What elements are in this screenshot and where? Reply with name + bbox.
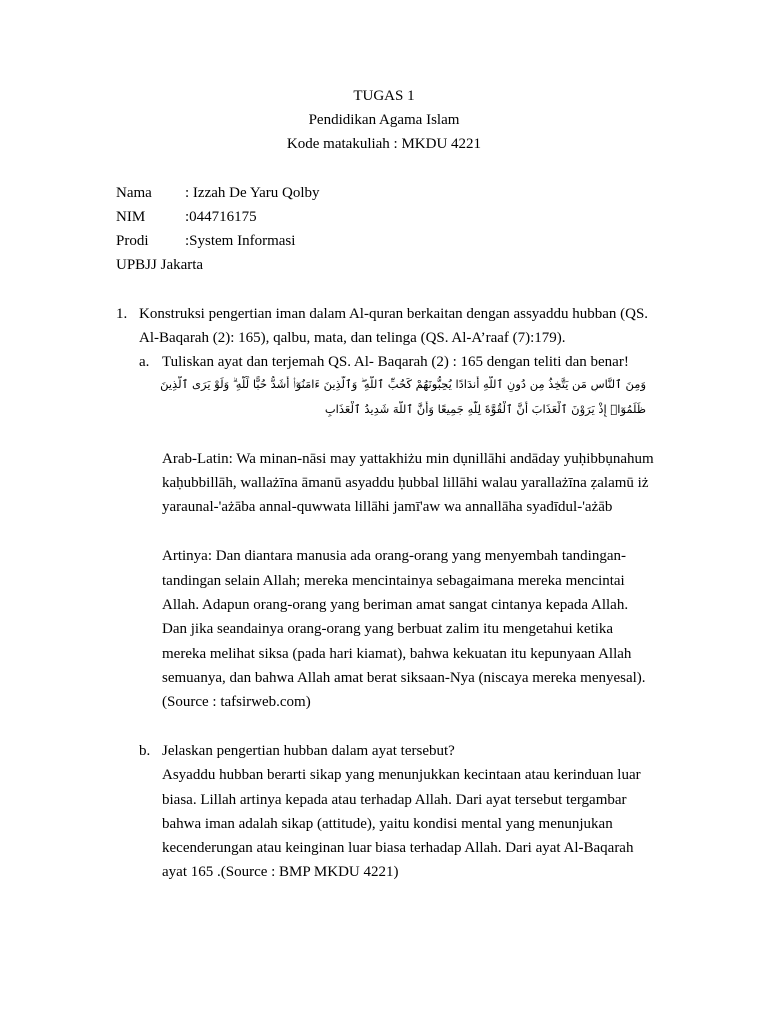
question-text-line: Al-Baqarah (2): 165), qalbu, mata, dan telinga (QS. Al-A’raaf (7):179). bbox=[139, 330, 566, 346]
answer-line: Asyaddu hubban berarti sikap yang menunjukkan kecintaan atau kerinduan luar bbox=[162, 767, 641, 783]
prodi-value: :System Informasi bbox=[185, 233, 296, 249]
arabic-verse-line: وَمِنَ ٱلنَّاسِ مَن يَتَّخِذُ مِن دُونِ ٱللَّهِ أَندَادًا يُحِبُّونَهُمْ كَحُبِّ ٱللَّهِ ۖ وَٱلَّذِينَ ءَامَنُوٓا۟ أَشَدُّ حُبًّا لِّلَّهِ ۗ وَلَوْ يَرَى ٱلَّذِينَ bbox=[160, 377, 646, 391]
part-a-question: Tuliskan ayat dan terjemah QS. Al- Baqarah (2) : 165 dengan teliti dan benar! bbox=[162, 354, 629, 370]
part-b-letter: b. bbox=[139, 743, 151, 759]
arabic-verse-line: ظَلَمُوٓا۟ إِذْ يَرَوْنَ ٱلْعَذَابَ أَنَّ ٱلْقُوَّةَ لِلَّهِ جَمِيعًا وَأَنَّ ٱللَّهَ شَدِيدُ ٱلْعَذَابِ bbox=[324, 402, 646, 416]
translation-line: Dan jika seandainya orang-orang yang berbuat zalim itu mengetahui ketika bbox=[162, 621, 614, 637]
nim-label: NIM bbox=[116, 209, 146, 225]
part-a-letter: a. bbox=[139, 354, 150, 370]
translation-line: Allah. Adapun orang-orang yang beriman amat sangat cintanya kepada Allah. bbox=[162, 597, 629, 613]
part-b-question: Jelaskan pengertian hubban dalam ayat tersebut? bbox=[162, 743, 455, 759]
upbjj-label: UPBJJ Jakarta bbox=[116, 257, 204, 273]
latin-line: kaḥubbillāh, wallażīna āmanū asyaddu ḥubbal lillāhi walau yarallażīna ẓalamū iż bbox=[162, 475, 649, 491]
question-text-line: Konstruksi pengertian iman dalam Al-quran berkaitan dengan assyaddu hubban (QS. bbox=[139, 306, 649, 322]
nama-value: : Izzah De Yaru Qolby bbox=[185, 185, 320, 201]
answer-source-line: ayat 165 .(Source : BMP MKDU 4221) bbox=[162, 864, 399, 880]
prodi-label: Prodi bbox=[116, 233, 149, 249]
source-citation: (Source : tafsirweb.com) bbox=[162, 694, 311, 710]
nim-value: :044716175 bbox=[185, 209, 257, 225]
answer-line: biasa. Lillah artinya kepada atau terhadap Allah. Dari ayat tersebut tergambar bbox=[162, 792, 627, 808]
document-title: TUGAS 1 bbox=[353, 88, 415, 104]
latin-line: yaraunal-'ażāba annal-quwwata lillāhi jamī'aw wa annallāha syadīdul-'ażāb bbox=[162, 499, 613, 515]
course-code: Kode matakuliah : MKDU 4221 bbox=[286, 136, 482, 152]
translation-line: mereka melihat siksa (pada hari kiamat), bahwa kekuatan itu kepunyaan Allah bbox=[162, 646, 632, 662]
answer-line: kecenderungan atau keinginan luar biasa terhadap Allah. Dari ayat Al-Baqarah bbox=[162, 840, 634, 856]
translation-line: tandingan selain Allah; mereka mencintainya sebagaimana mereka mencintai bbox=[162, 573, 625, 589]
translation-line: Artinya: Dan diantara manusia ada orang-orang yang menyembah tandingan- bbox=[162, 548, 626, 564]
subject-title: Pendidikan Agama Islam bbox=[308, 112, 460, 128]
nama-label: Nama bbox=[116, 185, 152, 201]
latin-line: Arab-Latin: Wa minan-nāsi may yattakhiżu min dụnillāhi andāday yuḥibbụnahum bbox=[162, 451, 654, 467]
answer-line: bahwa iman adalah sikap (attitude), yaitu kondisi mental yang menunjukan bbox=[162, 816, 613, 832]
question-number: 1. bbox=[116, 306, 128, 322]
translation-line: semuanya, dan bahwa Allah amat berat siksaan-Nya (niscaya mereka menyesal). bbox=[162, 670, 646, 686]
